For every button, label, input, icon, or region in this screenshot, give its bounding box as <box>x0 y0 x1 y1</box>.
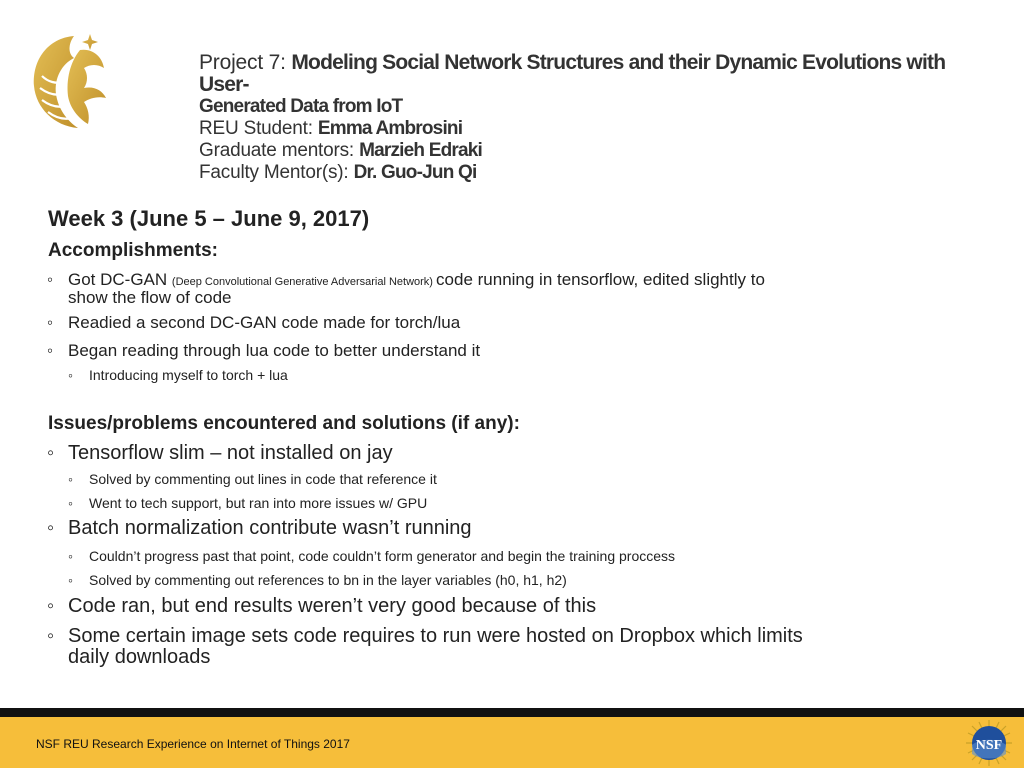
issues-heading: Issues/problems encountered and solutions (if any): <box>48 413 520 434</box>
bullet-icon: ◦ <box>47 442 55 464</box>
bullet-icon: ◦ <box>68 495 73 511</box>
bullet-icon: ◦ <box>47 625 55 647</box>
bullet-icon: ◦ <box>68 572 73 588</box>
bullet-icon: ◦ <box>47 313 54 332</box>
reu-student: REU Student: Emma Ambrosini <box>199 118 463 139</box>
bullet-icon: ◦ <box>68 548 73 564</box>
footer-divider <box>0 708 1024 717</box>
week-title: Week 3 (June 5 – June 9, 2017) <box>48 206 370 231</box>
project-title-continued: Generated Data from IoT <box>199 96 403 117</box>
graduate-mentors: Graduate mentors: Marzieh Edraki <box>199 140 482 161</box>
project-title: Project 7: Modeling Social Network Structures and their Dynamic Evolutions with User- <box>199 51 946 96</box>
pegasus-logo-icon <box>28 28 120 132</box>
footer-text: NSF REU Research Experience on Internet of Things 2017 <box>36 737 350 751</box>
bullet-icon: ◦ <box>47 270 54 289</box>
svg-text:NSF: NSF <box>975 738 1003 753</box>
faculty-mentors: Faculty Mentor(s): Dr. Guo-Jun Qi <box>199 162 477 183</box>
bullet-icon: ◦ <box>47 341 54 360</box>
slide-header <box>199 52 979 184</box>
bullet-icon: ◦ <box>47 517 55 539</box>
nsf-logo-icon <box>960 718 1018 768</box>
bullet-icon: ◦ <box>68 471 73 487</box>
bullet-icon: ◦ <box>68 367 73 383</box>
accomplishments-heading: Accomplishments: <box>48 240 218 261</box>
bullet-icon: ◦ <box>47 595 55 617</box>
